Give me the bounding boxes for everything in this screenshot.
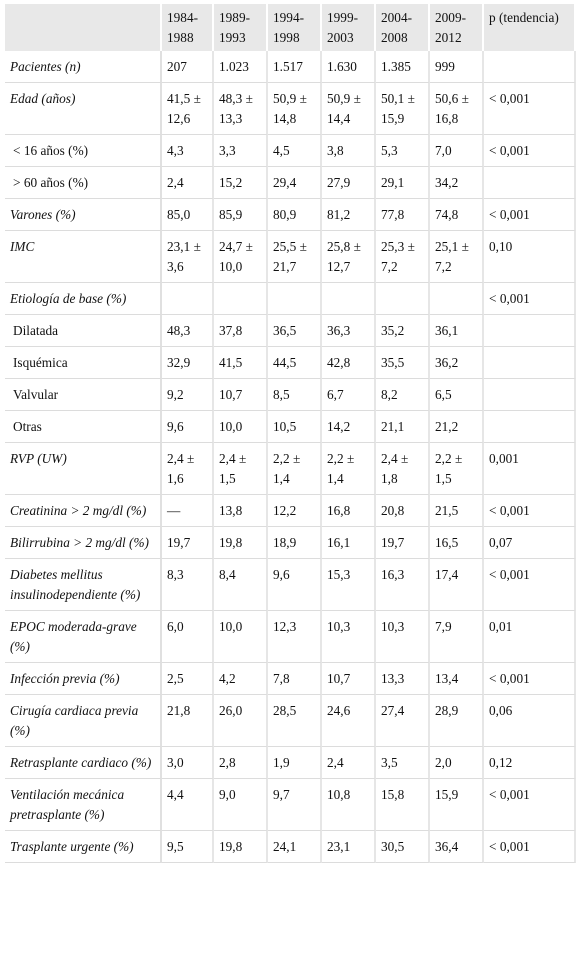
row-label: Creatinina > 2 mg/dl (%) [5,495,162,527]
value-cell: 27,4 [376,695,430,747]
value-cell: 8,4 [214,559,268,611]
p-value-cell [484,167,576,199]
header-cell: 2004- 2008 [376,4,430,51]
value-cell: 15,2 [214,167,268,199]
value-cell: 28,5 [268,695,322,747]
value-cell: 23,1 ± 3,6 [162,231,214,283]
value-cell: 2,5 [162,663,214,695]
value-cell: 13,4 [430,663,484,695]
value-cell: 8,3 [162,559,214,611]
value-cell: 2,0 [430,747,484,779]
value-cell: 24,1 [268,831,322,863]
table-row [5,527,576,559]
value-cell: — [162,495,214,527]
value-cell: 5,3 [376,135,430,167]
p-value-cell: < 0,001 [484,779,576,831]
value-cell: 16,8 [322,495,376,527]
value-cell: 16,5 [430,527,484,559]
row-label: Etiología de base (%) [5,283,162,315]
row-label: Dilatada [5,315,162,347]
value-cell: 42,8 [322,347,376,379]
value-cell: 6,0 [162,611,214,663]
value-cell: 18,9 [268,527,322,559]
value-cell: 41,5 ± 12,6 [162,83,214,135]
value-cell: 85,9 [214,199,268,231]
value-cell: 3,0 [162,747,214,779]
value-cell: 3,5 [376,747,430,779]
row-label: RVP (UW) [5,443,162,495]
row-label: IMC [5,231,162,283]
value-cell: 15,8 [376,779,430,831]
value-cell [376,283,430,315]
value-cell: 15,9 [430,779,484,831]
value-cell: 10,5 [268,411,322,443]
value-cell: 80,9 [268,199,322,231]
table-row [5,51,576,83]
value-cell: 9,6 [162,411,214,443]
table-row [5,83,576,135]
value-cell: 9,2 [162,379,214,411]
value-cell: 36,1 [430,315,484,347]
value-cell [268,283,322,315]
value-cell: 25,8 ± 12,7 [322,231,376,283]
p-value-cell [484,411,576,443]
table-row [5,379,576,411]
row-label: Otras [5,411,162,443]
value-cell: 29,4 [268,167,322,199]
value-cell: 44,5 [268,347,322,379]
row-label: Retrasplante cardiaco (%) [5,747,162,779]
row-label: Ventilación mecánica pretrasplante (%) [5,779,162,831]
value-cell: 29,1 [376,167,430,199]
table-row [5,559,576,611]
value-cell: 48,3 ± 13,3 [214,83,268,135]
value-cell: 10,0 [214,611,268,663]
value-cell: 9,0 [214,779,268,831]
row-label: Isquémica [5,347,162,379]
value-cell: 10,7 [214,379,268,411]
value-cell: 7,9 [430,611,484,663]
row-label: Pacientes (n) [5,51,162,83]
value-cell: 15,3 [322,559,376,611]
table-header [5,4,576,51]
header-cell: 1989- 1993 [214,4,268,51]
value-cell: 1,9 [268,747,322,779]
value-cell: 4,3 [162,135,214,167]
p-value-cell: < 0,001 [484,199,576,231]
p-value-cell: < 0,001 [484,283,576,315]
value-cell: 2,2 ± 1,5 [430,443,484,495]
value-cell: 23,1 [322,831,376,863]
value-cell: 9,7 [268,779,322,831]
value-cell [162,283,214,315]
value-cell: 4,4 [162,779,214,831]
value-cell: 1.385 [376,51,430,83]
value-cell [430,283,484,315]
row-label: Varones (%) [5,199,162,231]
p-value-cell: 0,07 [484,527,576,559]
value-cell: 1.517 [268,51,322,83]
table-row [5,135,576,167]
p-value-cell [484,379,576,411]
header-cell: p (tendencia) [484,4,576,51]
p-value-cell: 0,12 [484,747,576,779]
row-label: < 16 años (%) [5,135,162,167]
value-cell: 19,7 [162,527,214,559]
table-row [5,831,576,863]
row-label: Cirugía cardiaca previa (%) [5,695,162,747]
value-cell: 3,8 [322,135,376,167]
value-cell: 19,8 [214,831,268,863]
value-cell: 16,3 [376,559,430,611]
table-row [5,283,576,315]
table-row [5,611,576,663]
value-cell: 36,3 [322,315,376,347]
value-cell: 21,8 [162,695,214,747]
row-label: Diabetes mellitus insulinodependiente (%) [5,559,162,611]
value-cell: 2,8 [214,747,268,779]
table-row [5,167,576,199]
value-cell: 28,9 [430,695,484,747]
table-row [5,347,576,379]
value-cell: 21,2 [430,411,484,443]
row-label: > 60 años (%) [5,167,162,199]
value-cell: 16,1 [322,527,376,559]
value-cell: 14,2 [322,411,376,443]
table-row [5,231,576,283]
value-cell: 1.023 [214,51,268,83]
value-cell: 1.630 [322,51,376,83]
value-cell: 24,6 [322,695,376,747]
value-cell [214,283,268,315]
value-cell: 999 [430,51,484,83]
value-cell: 207 [162,51,214,83]
table-row [5,747,576,779]
value-cell: 10,3 [322,611,376,663]
value-cell: 50,6 ± 16,8 [430,83,484,135]
p-value-cell: < 0,001 [484,495,576,527]
value-cell: 9,5 [162,831,214,863]
value-cell: 25,5 ± 21,7 [268,231,322,283]
row-label: EPOC moderada-grave (%) [5,611,162,663]
value-cell: 50,9 ± 14,8 [268,83,322,135]
value-cell: 81,2 [322,199,376,231]
value-cell: 17,4 [430,559,484,611]
value-cell: 30,5 [376,831,430,863]
value-cell: 50,9 ± 14,4 [322,83,376,135]
value-cell: 36,4 [430,831,484,863]
value-cell: 50,1 ± 15,9 [376,83,430,135]
value-cell: 35,2 [376,315,430,347]
value-cell: 3,3 [214,135,268,167]
value-cell: 25,3 ± 7,2 [376,231,430,283]
table-row [5,411,576,443]
row-label: Infección previa (%) [5,663,162,695]
value-cell: 19,8 [214,527,268,559]
table-row [5,199,576,231]
value-cell: 4,5 [268,135,322,167]
value-cell: 41,5 [214,347,268,379]
value-cell: 7,0 [430,135,484,167]
p-value-cell [484,315,576,347]
table-row [5,495,576,527]
p-value-cell [484,51,576,83]
value-cell [322,283,376,315]
table-row [5,315,576,347]
row-label: Trasplante urgente (%) [5,831,162,863]
value-cell: 13,8 [214,495,268,527]
row-label: Valvular [5,379,162,411]
value-cell: 21,5 [430,495,484,527]
row-label: Edad (años) [5,83,162,135]
value-cell: 6,5 [430,379,484,411]
value-cell: 9,6 [268,559,322,611]
p-value-cell [484,347,576,379]
value-cell: 27,9 [322,167,376,199]
row-label: Bilirrubina > 2 mg/dl (%) [5,527,162,559]
value-cell: 74,8 [430,199,484,231]
data-table [5,4,576,863]
value-cell: 24,7 ± 10,0 [214,231,268,283]
value-cell: 2,4 ± 1,8 [376,443,430,495]
value-cell: 13,3 [376,663,430,695]
value-cell: 37,8 [214,315,268,347]
value-cell: 12,3 [268,611,322,663]
p-value-cell: 0,01 [484,611,576,663]
value-cell: 48,3 [162,315,214,347]
header-row [5,4,576,51]
table-row [5,663,576,695]
value-cell: 34,2 [430,167,484,199]
value-cell: 10,8 [322,779,376,831]
value-cell: 8,2 [376,379,430,411]
value-cell: 2,4 ± 1,6 [162,443,214,495]
value-cell: 21,1 [376,411,430,443]
p-value-cell: < 0,001 [484,831,576,863]
value-cell: 12,2 [268,495,322,527]
value-cell: 2,2 ± 1,4 [322,443,376,495]
p-value-cell: < 0,001 [484,559,576,611]
value-cell: 2,2 ± 1,4 [268,443,322,495]
value-cell: 10,7 [322,663,376,695]
table-row [5,779,576,831]
value-cell: 36,5 [268,315,322,347]
value-cell: 2,4 [162,167,214,199]
value-cell: 32,9 [162,347,214,379]
value-cell: 19,7 [376,527,430,559]
table-row [5,443,576,495]
header-cell: 1994- 1998 [268,4,322,51]
p-value-cell: < 0,001 [484,83,576,135]
value-cell: 4,2 [214,663,268,695]
table-row [5,695,576,747]
value-cell: 25,1 ± 7,2 [430,231,484,283]
p-value-cell: 0,06 [484,695,576,747]
p-value-cell: 0,10 [484,231,576,283]
value-cell: 85,0 [162,199,214,231]
value-cell: 7,8 [268,663,322,695]
value-cell: 8,5 [268,379,322,411]
value-cell: 77,8 [376,199,430,231]
header-cell: 1984- 1988 [162,4,214,51]
p-value-cell: < 0,001 [484,135,576,167]
value-cell: 6,7 [322,379,376,411]
value-cell: 35,5 [376,347,430,379]
p-value-cell: 0,001 [484,443,576,495]
value-cell: 10,3 [376,611,430,663]
value-cell: 2,4 ± 1,5 [214,443,268,495]
header-cell-empty [5,4,162,51]
value-cell: 10,0 [214,411,268,443]
table-body [5,51,576,863]
value-cell: 36,2 [430,347,484,379]
header-cell: 2009- 2012 [430,4,484,51]
value-cell: 20,8 [376,495,430,527]
value-cell: 26,0 [214,695,268,747]
header-cell: 1999- 2003 [322,4,376,51]
p-value-cell: < 0,001 [484,663,576,695]
value-cell: 2,4 [322,747,376,779]
